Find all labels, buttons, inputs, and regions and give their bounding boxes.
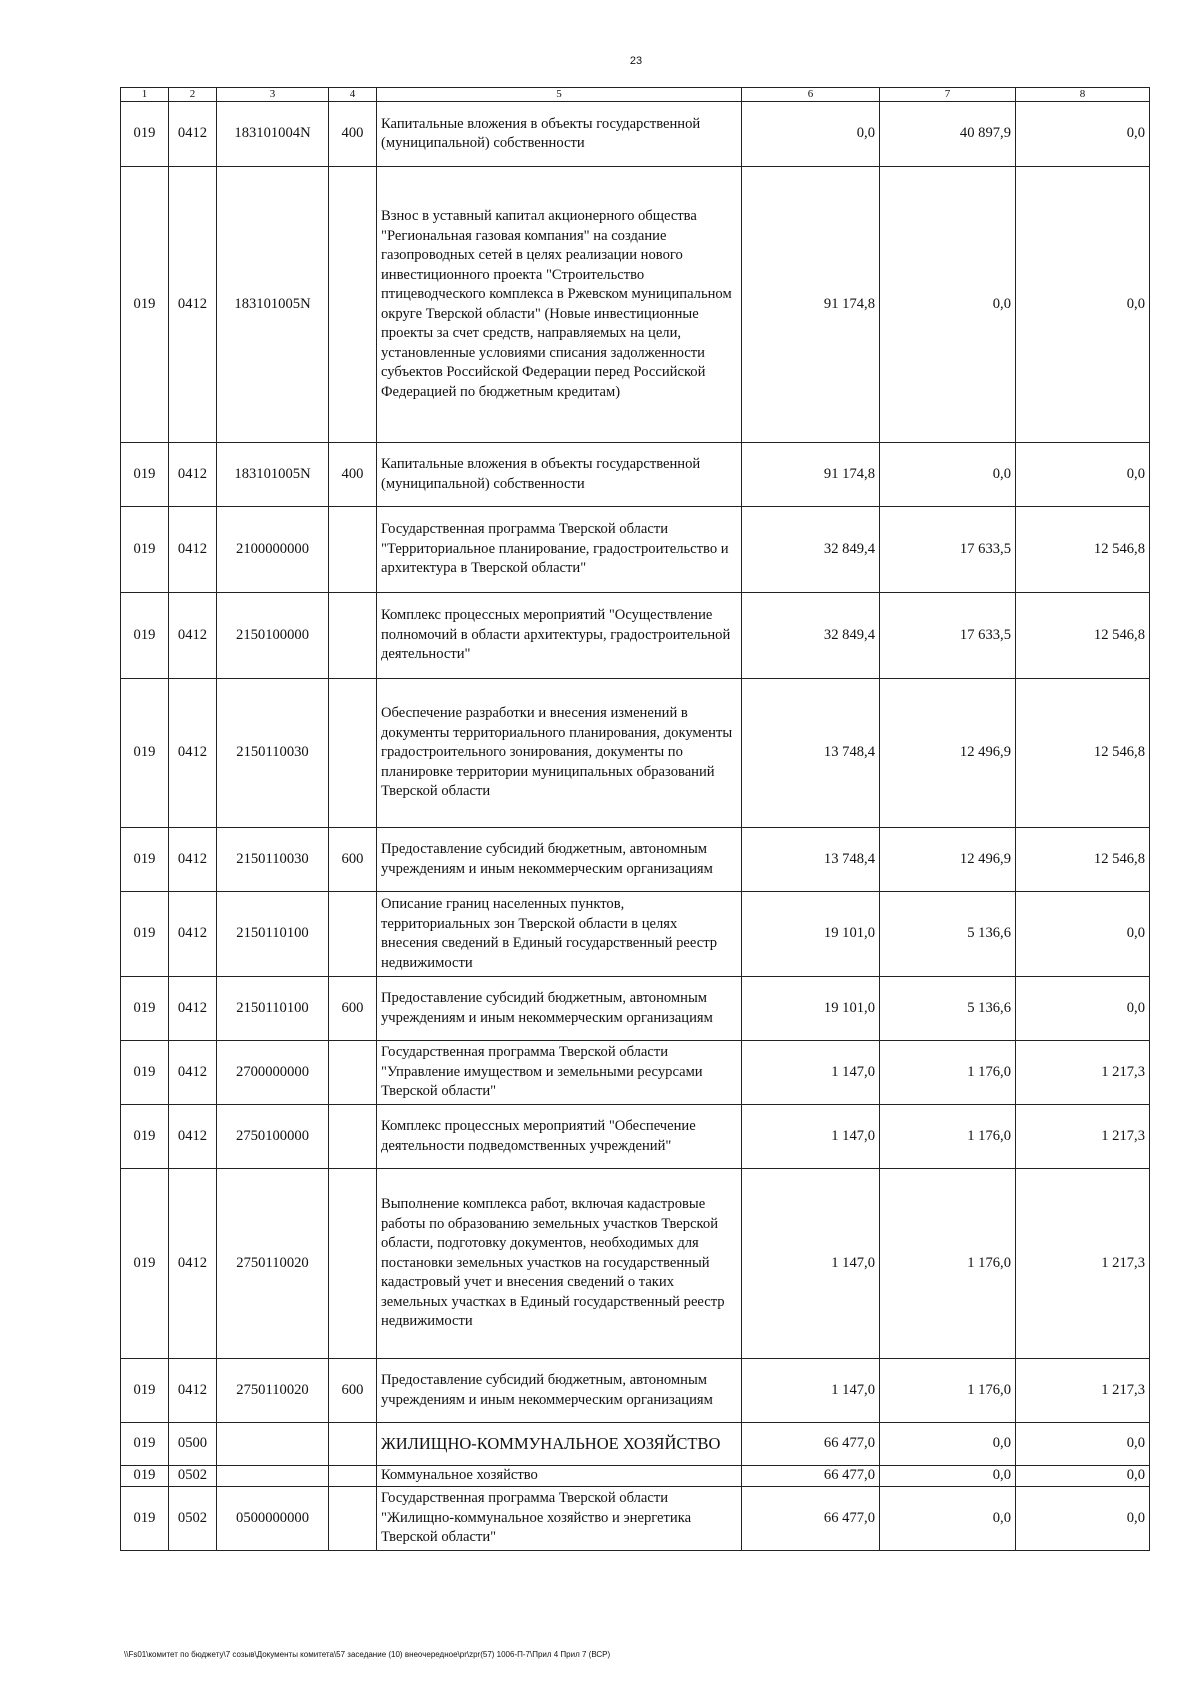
cell-amount-col8: 1 217,3 [1016, 1105, 1150, 1169]
page-number: 23 [629, 55, 643, 67]
cell-section: 0412 [169, 679, 217, 828]
cell-description: Выполнение комплекса работ, включая кадастровые работы по образованию земельных участков Тверской области, подготовку документов, необходимых для постановки земельных участков на государственный кадастровый учет и внесения сведений о таких земельных участках в Единый государственный реестр недвижимости [377, 1169, 742, 1359]
cell-section: 0412 [169, 828, 217, 892]
cell-expense-type [329, 1466, 377, 1487]
table-row [121, 892, 1150, 977]
cell-target-article: 0500000000 [217, 1487, 329, 1551]
cell-admin-code: 019 [121, 1466, 169, 1487]
cell-description: Государственная программа Тверской области "Управление имуществом и земельными ресурсами Тверской области" [377, 1041, 742, 1105]
cell-amount-col8: 0,0 [1016, 102, 1150, 167]
cell-amount-col7: 1 176,0 [880, 1041, 1016, 1105]
table-row [121, 1105, 1150, 1169]
cell-amount-col6: 1 147,0 [742, 1169, 880, 1359]
cell-description: Описание границ населенных пунктов, территориальных зон Тверской области в целях внесения сведений в Единый государственный реестр недвижимости [377, 892, 742, 977]
cell-amount-col6: 19 101,0 [742, 892, 880, 977]
cell-section: 0502 [169, 1487, 217, 1551]
cell-amount-col8: 12 546,8 [1016, 507, 1150, 593]
cell-amount-col6: 19 101,0 [742, 977, 880, 1041]
cell-section: 0500 [169, 1423, 217, 1466]
footer-file-path: \\Fs01\комитет по бюджету\7 созыв\Документы комитета\57 заседание (10) внеочередное\pr\zpr(57) 1006-П-7\Прил 4 Прил 7 (ВСР) [124, 1650, 611, 1659]
column-number-row [121, 88, 1150, 102]
cell-amount-col8: 0,0 [1016, 1487, 1150, 1551]
cell-section: 0412 [169, 593, 217, 679]
cell-amount-col6: 66 477,0 [742, 1487, 880, 1551]
cell-amount-col6: 1 147,0 [742, 1041, 880, 1105]
cell-amount-col6: 13 748,4 [742, 679, 880, 828]
cell-target-article: 2150110100 [217, 892, 329, 977]
cell-expense-type [329, 593, 377, 679]
cell-amount-col8: 0,0 [1016, 977, 1150, 1041]
cell-section: 0412 [169, 443, 217, 507]
cell-amount-col8: 0,0 [1016, 892, 1150, 977]
cell-admin-code: 019 [121, 1169, 169, 1359]
cell-amount-col7: 0,0 [880, 1487, 1016, 1551]
cell-target-article [217, 1423, 329, 1466]
cell-description: Обеспечение разработки и внесения изменений в документы территориального планирования, документы градостроительного зонирования, документы по планировке территории муниципальных образований Тверской области [377, 679, 742, 828]
cell-description: Коммунальное хозяйство [377, 1466, 742, 1487]
cell-section: 0412 [169, 167, 217, 443]
col-header: 5 [377, 88, 742, 102]
col-header: 2 [169, 88, 217, 102]
cell-section: 0412 [169, 1105, 217, 1169]
cell-target-article [217, 1466, 329, 1487]
cell-expense-type [329, 1041, 377, 1105]
cell-amount-col6: 13 748,4 [742, 828, 880, 892]
cell-description: Взнос в уставный капитал акционерного общества "Региональная газовая компания" на создание газопроводных сетей в целях реализации нового инвестиционного проекта "Строительство птицеводческого комплекса в Ржевском муниципальном округе Тверской области" (Новые инвестиционные проекты за счет средств, направляемых на цели, установленные условиями списания задолженности субъектов Российской Федерации перед Российской Федерацией по бюджетным кредитам) [377, 167, 742, 443]
cell-target-article: 2150110100 [217, 977, 329, 1041]
cell-section: 0412 [169, 892, 217, 977]
cell-amount-col7: 5 136,6 [880, 892, 1016, 977]
cell-target-article: 183101004N [217, 102, 329, 167]
cell-admin-code: 019 [121, 892, 169, 977]
budget-table [120, 87, 1150, 1551]
cell-description: Предоставление субсидий бюджетным, автономным учреждениям и иным некоммерческим организациям [377, 828, 742, 892]
cell-amount-col7: 0,0 [880, 167, 1016, 443]
cell-admin-code: 019 [121, 1041, 169, 1105]
cell-expense-type: 400 [329, 102, 377, 167]
cell-amount-col6: 1 147,0 [742, 1105, 880, 1169]
table-row [121, 1041, 1150, 1105]
cell-description: Капитальные вложения в объекты государственной (муниципальной) собственности [377, 443, 742, 507]
cell-admin-code: 019 [121, 679, 169, 828]
cell-target-article: 2150100000 [217, 593, 329, 679]
cell-amount-col8: 0,0 [1016, 1466, 1150, 1487]
cell-description: Государственная программа Тверской области "Территориальное планирование, градостроительство и архитектура в Тверской области" [377, 507, 742, 593]
cell-amount-col6: 91 174,8 [742, 167, 880, 443]
cell-section: 0412 [169, 507, 217, 593]
col-header: 7 [880, 88, 1016, 102]
table-row [121, 977, 1150, 1041]
cell-expense-type: 400 [329, 443, 377, 507]
cell-description: Комплекс процессных мероприятий "Осуществление полномочий в области архитектуры, градостроительной деятельности" [377, 593, 742, 679]
cell-amount-col7: 0,0 [880, 1466, 1016, 1487]
cell-amount-col8: 0,0 [1016, 167, 1150, 443]
cell-amount-col6: 0,0 [742, 102, 880, 167]
cell-section: 0412 [169, 977, 217, 1041]
col-header: 8 [1016, 88, 1150, 102]
table-row [121, 1359, 1150, 1423]
table-row [121, 1423, 1150, 1466]
col-header: 6 [742, 88, 880, 102]
cell-amount-col7: 0,0 [880, 1423, 1016, 1466]
cell-section: 0412 [169, 1041, 217, 1105]
cell-description: Комплекс процессных мероприятий "Обеспечение деятельности подведомственных учреждений" [377, 1105, 742, 1169]
col-header: 4 [329, 88, 377, 102]
cell-expense-type [329, 679, 377, 828]
cell-amount-col6: 1 147,0 [742, 1359, 880, 1423]
cell-amount-col7: 5 136,6 [880, 977, 1016, 1041]
cell-amount-col7: 1 176,0 [880, 1169, 1016, 1359]
cell-target-article: 2150110030 [217, 828, 329, 892]
cell-admin-code: 019 [121, 167, 169, 443]
cell-section: 0412 [169, 1169, 217, 1359]
cell-admin-code: 019 [121, 593, 169, 679]
cell-description: Предоставление субсидий бюджетным, автономным учреждениям и иным некоммерческим организациям [377, 977, 742, 1041]
cell-amount-col8: 0,0 [1016, 1423, 1150, 1466]
cell-expense-type [329, 167, 377, 443]
cell-expense-type [329, 1169, 377, 1359]
cell-admin-code: 019 [121, 1423, 169, 1466]
cell-amount-col7: 1 176,0 [880, 1105, 1016, 1169]
cell-amount-col7: 1 176,0 [880, 1359, 1016, 1423]
cell-expense-type [329, 1423, 377, 1466]
cell-admin-code: 019 [121, 443, 169, 507]
cell-amount-col6: 66 477,0 [742, 1423, 880, 1466]
cell-target-article: 2750110020 [217, 1169, 329, 1359]
table-row [121, 167, 1150, 443]
cell-expense-type: 600 [329, 828, 377, 892]
cell-expense-type [329, 1105, 377, 1169]
cell-admin-code: 019 [121, 1487, 169, 1551]
cell-amount-col8: 1 217,3 [1016, 1169, 1150, 1359]
cell-amount-col6: 91 174,8 [742, 443, 880, 507]
cell-section: 0502 [169, 1466, 217, 1487]
cell-amount-col8: 12 546,8 [1016, 679, 1150, 828]
cell-amount-col7: 12 496,9 [880, 679, 1016, 828]
cell-amount-col7: 17 633,5 [880, 507, 1016, 593]
table-row [121, 507, 1150, 593]
table-row [121, 679, 1150, 828]
col-header: 1 [121, 88, 169, 102]
cell-description: Капитальные вложения в объекты государственной (муниципальной) собственности [377, 102, 742, 167]
cell-expense-type [329, 507, 377, 593]
cell-amount-col6: 32 849,4 [742, 593, 880, 679]
cell-target-article: 2750100000 [217, 1105, 329, 1169]
cell-admin-code: 019 [121, 1105, 169, 1169]
table-row [121, 1169, 1150, 1359]
cell-target-article: 183101005N [217, 443, 329, 507]
cell-amount-col7: 0,0 [880, 443, 1016, 507]
cell-target-article: 2750110020 [217, 1359, 329, 1423]
col-header: 3 [217, 88, 329, 102]
cell-amount-col8: 12 546,8 [1016, 593, 1150, 679]
cell-expense-type [329, 1487, 377, 1551]
cell-description: ЖИЛИЩНО-КОММУНАЛЬНОЕ ХОЗЯЙСТВО [377, 1423, 742, 1466]
cell-admin-code: 019 [121, 102, 169, 167]
table-row [121, 593, 1150, 679]
cell-expense-type [329, 892, 377, 977]
table-row [121, 443, 1150, 507]
table-row [121, 102, 1150, 167]
cell-expense-type: 600 [329, 1359, 377, 1423]
cell-section: 0412 [169, 1359, 217, 1423]
cell-amount-col7: 17 633,5 [880, 593, 1016, 679]
cell-amount-col7: 40 897,9 [880, 102, 1016, 167]
cell-amount-col8: 1 217,3 [1016, 1041, 1150, 1105]
table-row [121, 1466, 1150, 1487]
table-row [121, 1487, 1150, 1551]
table-row [121, 828, 1150, 892]
cell-target-article: 2150110030 [217, 679, 329, 828]
cell-amount-col6: 66 477,0 [742, 1466, 880, 1487]
cell-amount-col8: 12 546,8 [1016, 828, 1150, 892]
cell-amount-col7: 12 496,9 [880, 828, 1016, 892]
cell-amount-col6: 32 849,4 [742, 507, 880, 593]
cell-admin-code: 019 [121, 977, 169, 1041]
cell-amount-col8: 1 217,3 [1016, 1359, 1150, 1423]
cell-admin-code: 019 [121, 828, 169, 892]
cell-section: 0412 [169, 102, 217, 167]
cell-expense-type: 600 [329, 977, 377, 1041]
cell-target-article: 2100000000 [217, 507, 329, 593]
cell-amount-col8: 0,0 [1016, 443, 1150, 507]
cell-description: Государственная программа Тверской области "Жилищно-коммунальное хозяйство и энергетика Тверской области" [377, 1487, 742, 1551]
cell-target-article: 2700000000 [217, 1041, 329, 1105]
cell-description: Предоставление субсидий бюджетным, автономным учреждениям и иным некоммерческим организациям [377, 1359, 742, 1423]
cell-target-article: 183101005N [217, 167, 329, 443]
cell-admin-code: 019 [121, 507, 169, 593]
cell-admin-code: 019 [121, 1359, 169, 1423]
